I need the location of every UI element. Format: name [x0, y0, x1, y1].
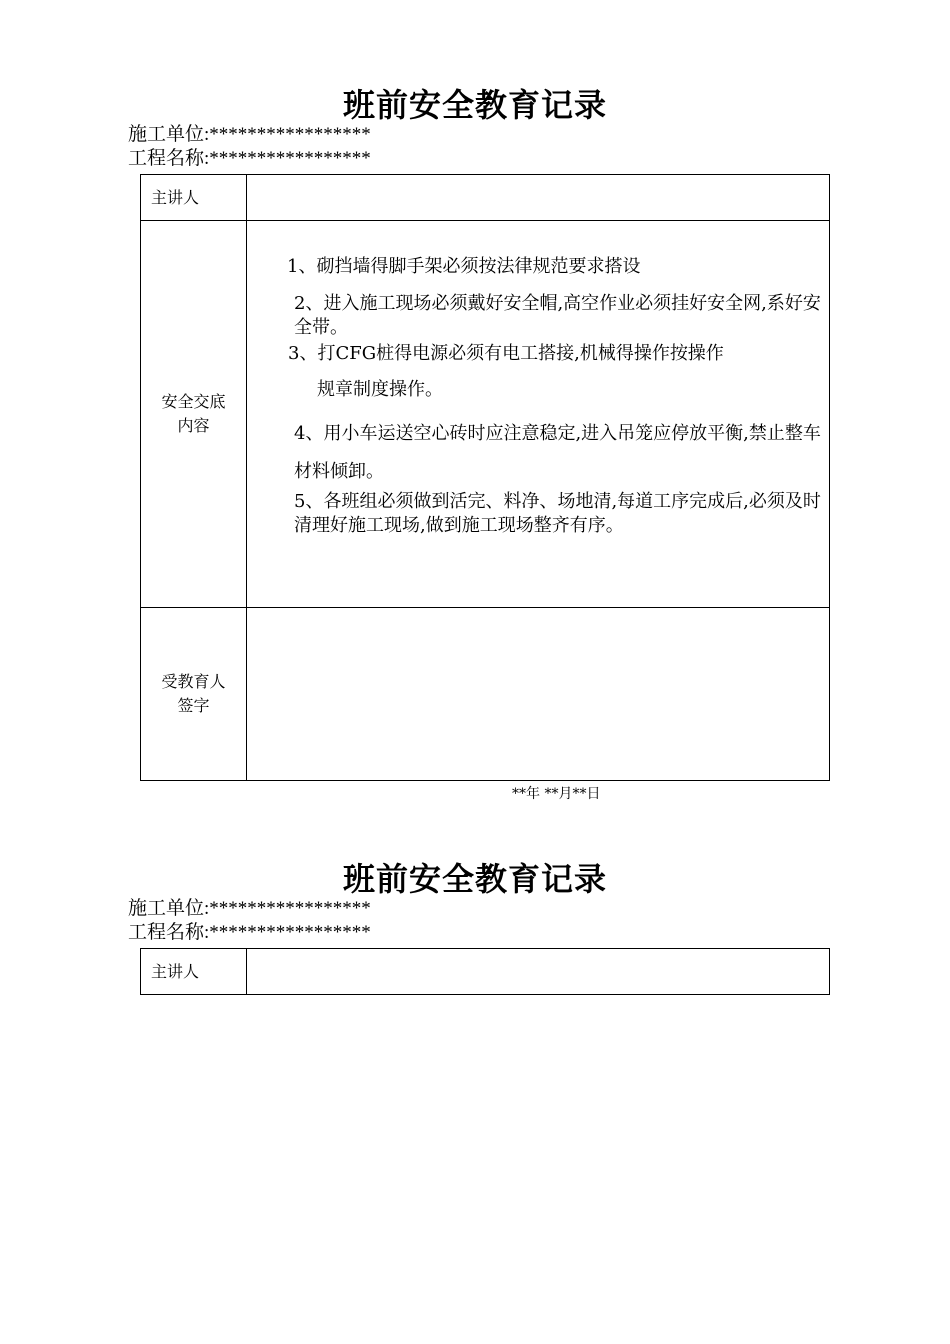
record-date: **年 **月**日 [512, 786, 601, 802]
signature-cell [247, 608, 830, 781]
speaker-value-cell-2 [247, 949, 830, 995]
construction-unit-line-2: 施工单位:***************** [128, 898, 371, 919]
content-cell [247, 221, 830, 608]
record-title: 班前安全教育记录 [342, 86, 607, 124]
record-table-2 [140, 948, 830, 995]
content-label-line1: 安全交底 [161, 392, 226, 411]
safety-item-1: 1、砌挡墙得脚手架必须按法律规范要求搭设 [287, 256, 641, 277]
record-table [140, 174, 830, 781]
speaker-label-2: 主讲人 [141, 949, 247, 995]
safety-item-5: 5、各班组必须做到活完、料净、场地清,每道工序完成后,必须及时清理好施工现场,做到施工现场整齐有序。 [294, 491, 821, 536]
construction-unit-line: 施工单位:***************** [128, 124, 371, 145]
safety-item-4: 4、用小车运送空心砖时应注意稳定,进入吊笼应停放平衡,禁止整车材料倾卸。 [294, 423, 821, 482]
content-label [141, 221, 247, 608]
content-label-line2: 内容 [177, 416, 210, 435]
safety-item-3: 3、打CFG桩得电源必须有电工搭接,机械得操作按操作 [288, 343, 724, 364]
safety-item-3-cont: 规章制度操作。 [317, 379, 443, 400]
project-name-line-2: 工程名称:***************** [128, 922, 371, 943]
speaker-label: 主讲人 [141, 175, 247, 221]
signature-label [141, 608, 247, 781]
safety-item-2: 2、进入施工现场必须戴好安全帽,高空作业必须挂好安全网,系好安全带。 [294, 293, 821, 338]
signature-label-line1: 受教育人 [161, 672, 226, 691]
signature-label-line2: 签字 [177, 696, 210, 715]
project-name-line: 工程名称:***************** [128, 148, 371, 169]
record-title-2: 班前安全教育记录 [342, 860, 607, 898]
speaker-value-cell [247, 175, 830, 221]
